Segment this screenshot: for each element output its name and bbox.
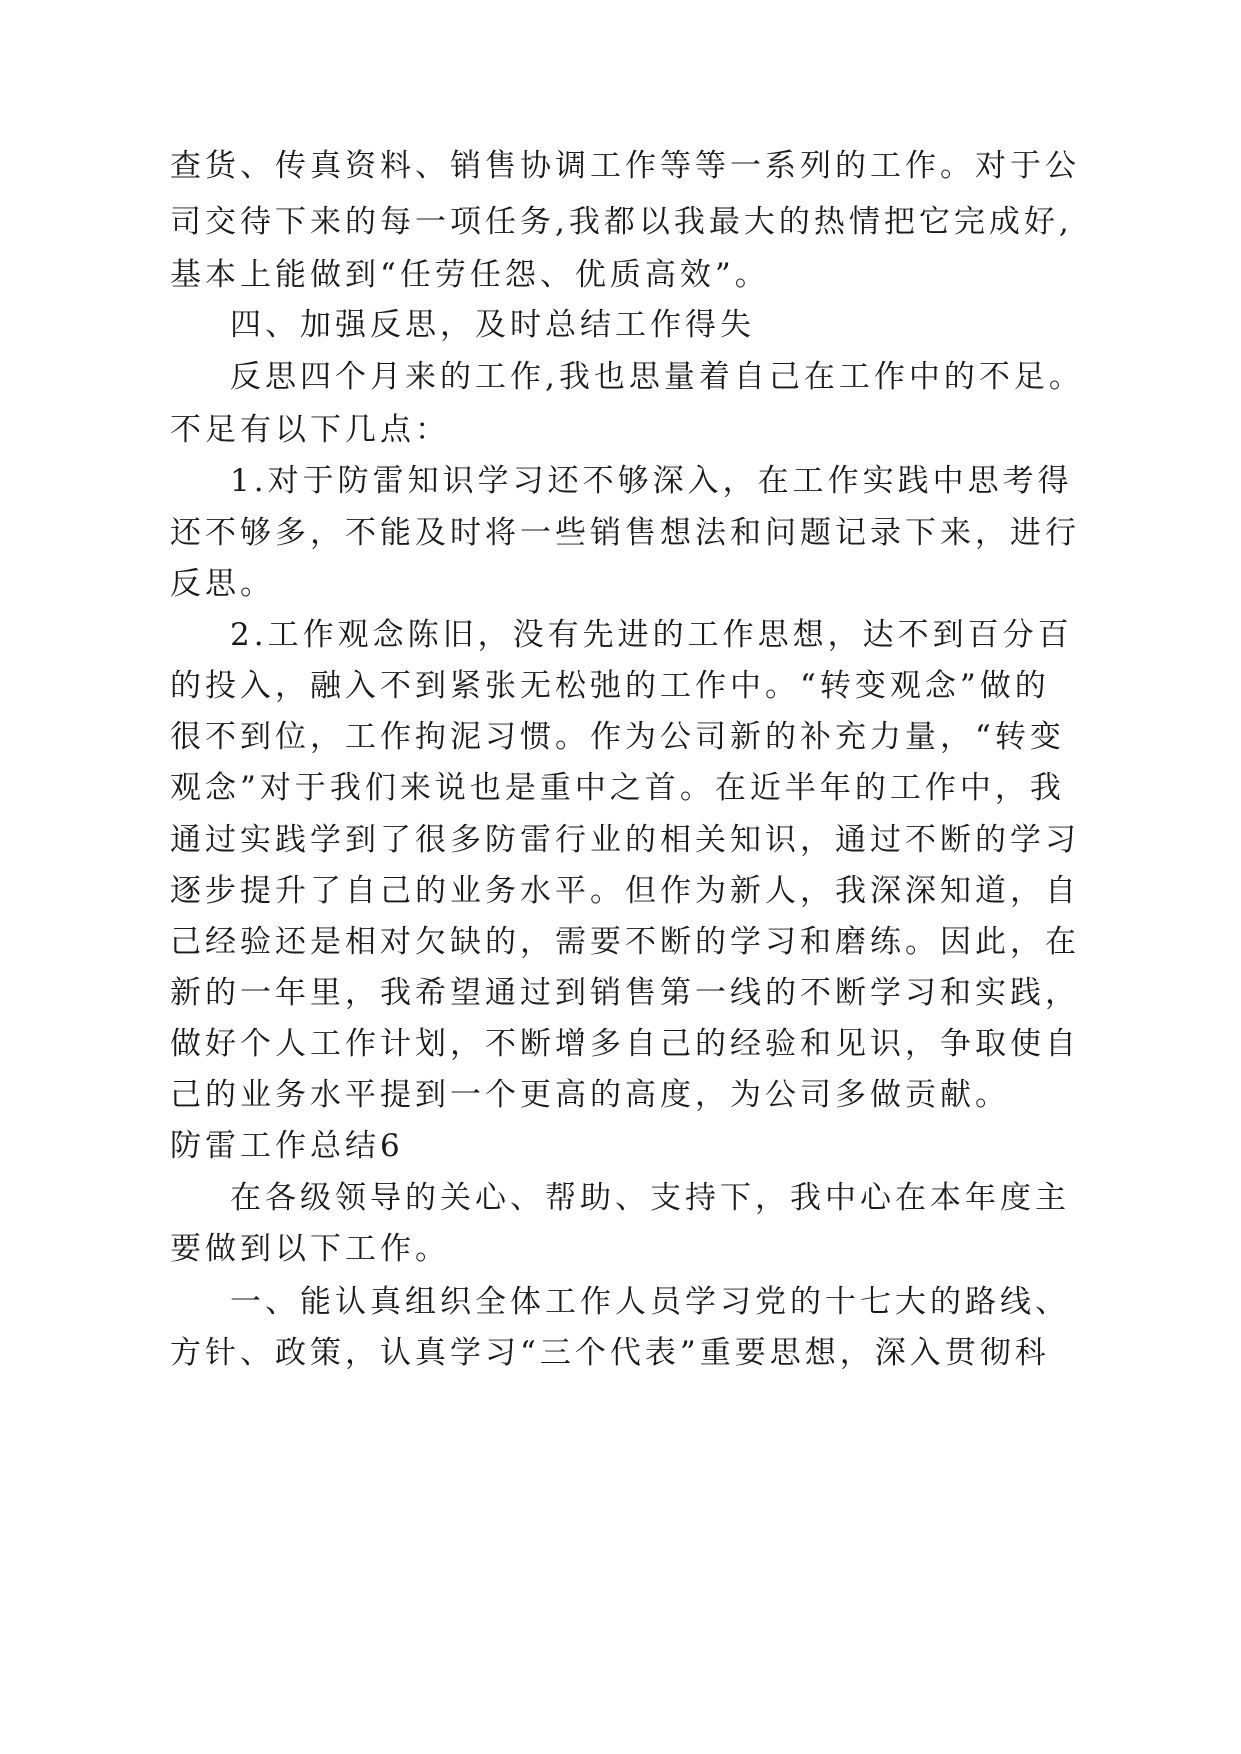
text-line: 不足有以下几点： — [170, 412, 450, 448]
paragraph-start: 在各级领导的关心、帮助、支持下，我中心在本年度主 — [230, 1180, 1070, 1216]
text-line: 做好个人工作计划，不断增多自己的经验和见识，争取使自 — [170, 1026, 1080, 1062]
list-item: 2.工作观念陈旧，没有先进的工作思想，达不到百分百 — [230, 617, 1073, 653]
section-title: 防雷工作总结6 — [170, 1128, 404, 1164]
paragraph-start: 反思四个月来的工作,我也思量着自己在工作中的不足。 — [230, 359, 1084, 395]
text-line: 反思。 — [170, 566, 275, 602]
section-heading: 四、加强反思，及时总结工作得失 — [230, 307, 755, 343]
text-line: 新的一年里，我希望通过到销售第一线的不断学习和实践， — [170, 975, 1080, 1011]
paragraph-start: 一、能认真组织全体工作人员学习党的十七大的路线、 — [230, 1284, 1070, 1320]
text-line: 查货、传真资料、销售协调工作等等一系列的工作。对于公 — [170, 148, 1080, 184]
text-line: 方针、政策，认真学习“三个代表”重要思想，深入贯彻科 — [170, 1335, 1050, 1371]
text-line: 司交待下来的每一项任务,我都以我最大的热情把它完成好, — [170, 204, 1073, 240]
text-line: 的投入，融入不到紧张无松弛的工作中。“转变观念”做的 — [170, 668, 1050, 704]
list-item: 1.对于防雷知识学习还不够深入，在工作实践中思考得 — [230, 463, 1073, 499]
text-line: 逐步提升了自己的业务水平。但作为新人，我深深知道，自 — [170, 873, 1080, 909]
text-line: 己经验还是相对欠缺的，需要不断的学习和磨练。因此，在 — [170, 924, 1080, 960]
text-line: 很不到位，工作拘泥习惯。作为公司新的补充力量，“转变 — [170, 719, 1065, 755]
text-line: 基本上能做到“任劳任怨、优质高效”。 — [170, 257, 770, 293]
text-line: 要做到以下工作。 — [170, 1231, 450, 1267]
text-line: 观念”对于我们来说也是重中之首。在近半年的工作中，我 — [170, 770, 1065, 806]
text-line: 通过实践学到了很多防雷行业的相关知识，通过不断的学习 — [170, 822, 1080, 858]
text-line: 还不够多，不能及时将一些销售想法和问题记录下来，进行 — [170, 515, 1080, 551]
text-line: 己的业务水平提到一个更高的高度，为公司多做贡献。 — [170, 1077, 1010, 1113]
